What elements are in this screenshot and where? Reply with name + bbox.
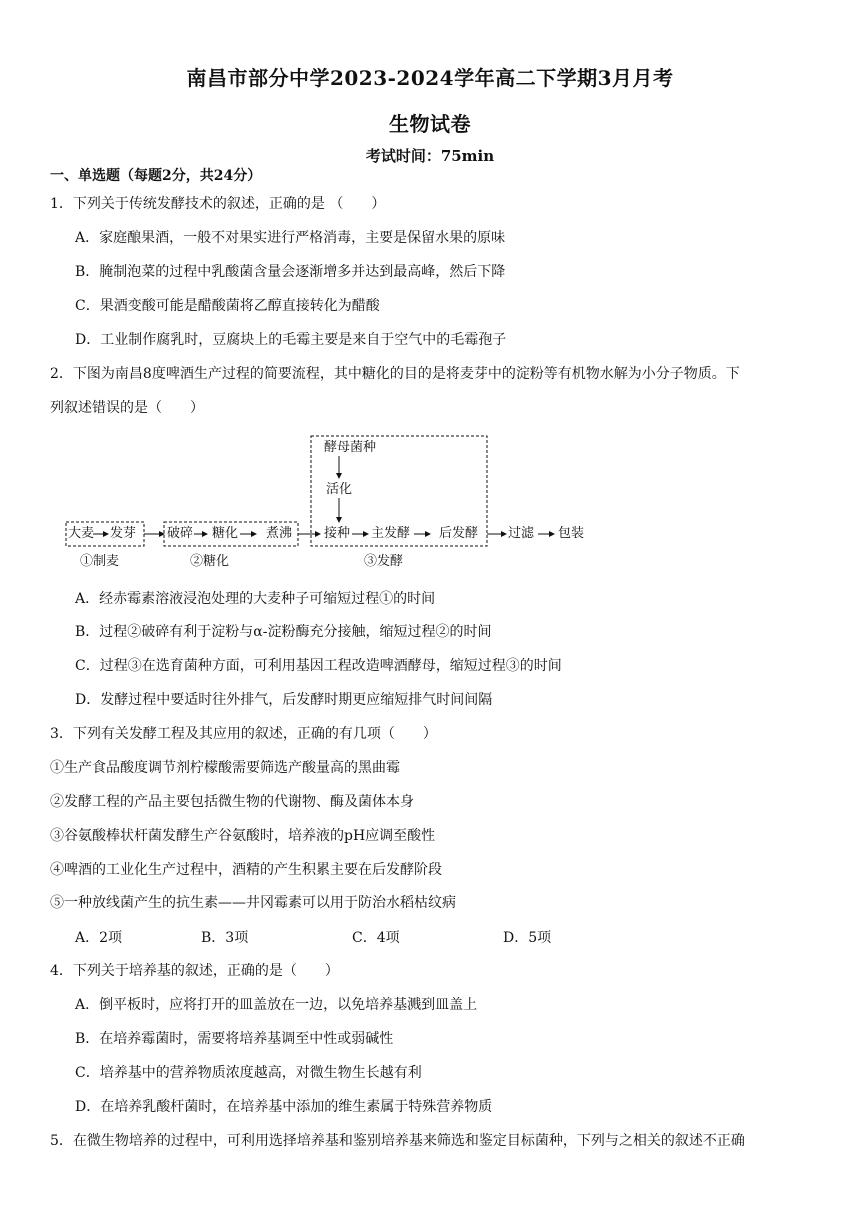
question-4-option-a: A．倒平板时，应将打开的皿盖放在一边，以免培养基溅到皿盖上: [75, 997, 478, 1013]
label-filter: 过滤: [508, 526, 535, 541]
question-1-option-a: A．家庭酿果酒，一般不对果实进行严格消毒，主要是保留水果的原味: [75, 230, 506, 246]
label-germinate: 发芽: [110, 526, 137, 541]
label-package: 包装: [558, 526, 585, 541]
question-3-stem: 3．下列有关发酵工程及其应用的叙述，正确的有几项（ ）: [50, 726, 437, 742]
question-3-item-1: ①生产食品酸度调节剂柠檬酸需要筛选产酸量高的黑曲霉: [50, 760, 400, 776]
label-boil: 煮沸: [266, 526, 293, 541]
beer-process-diagram: [60, 432, 600, 582]
question-3-item-4: ④啤酒的工业化生产过程中，酒精的产生积累主要在后发酵阶段: [50, 862, 442, 878]
label-inoculate: 接种: [324, 526, 351, 541]
label-stage2: ②糖化: [190, 554, 230, 569]
question-2-stem-line2: 列叙述错误的是（ ）: [50, 400, 204, 416]
label-crush: 破碎: [167, 526, 194, 541]
question-3-option-a: A．2项: [75, 930, 123, 946]
question-2-option-b: B．过程②破碎有利于淀粉与α-淀粉酶充分接触，缩短过程②的时间: [75, 624, 492, 640]
label-main-ferment: 主发酵: [371, 526, 411, 541]
question-4-option-b: B．在培养霉菌时，需要将培养基调至中性或弱碱性: [75, 1031, 394, 1047]
question-4-stem: 4．下列关于培养基的叙述，正确的是（ ）: [50, 963, 339, 979]
question-3-item-3: ③谷氨酸棒状杆菌发酵生产谷氨酸时，培养液的pH应调至酸性: [50, 828, 436, 844]
question-2-option-d: D．发酵过程中要适时往外排气，后发酵时期更应缩短排气时间间隔: [75, 692, 493, 708]
question-3-item-2: ②发酵工程的产品主要包括微生物的代谢物、酶及菌体本身: [50, 794, 414, 810]
exam-subject: 生物试卷: [389, 112, 471, 136]
question-3-option-b: B．3项: [201, 930, 249, 946]
question-1-option-c: C．果酒变酸可能是醋酸菌将乙醇直接转化为醋酸: [75, 298, 380, 314]
label-barley: 大麦: [68, 526, 95, 541]
question-1-option-d: D．工业制作腐乳时，豆腐块上的毛霉主要是来自于空气中的毛霉孢子: [75, 332, 507, 348]
label-stage1: ①制麦: [80, 554, 120, 569]
label-activate: 活化: [326, 482, 353, 497]
question-4-option-d: D．在培养乳酸杆菌时，在培养基中添加的维生素属于特殊营养物质: [75, 1099, 493, 1115]
question-3-option-d: D．5项: [503, 930, 552, 946]
label-post-ferment: 后发酵: [439, 526, 479, 541]
exam-time: 考试时间：75min: [365, 147, 495, 165]
label-yeast: 酵母菌种: [324, 440, 377, 455]
question-2-option-c: C．过程③在选育菌种方面，可利用基因工程改造啤酒酵母，缩短过程③的时间: [75, 658, 562, 674]
section-heading: 一、单选题（每题2分，共24分）: [50, 168, 262, 184]
question-2-stem-line1: 2．下图为南昌8度啤酒生产过程的简要流程，其中糖化的目的是将麦芽中的淀粉等有机物水解为小分子物质。下: [50, 366, 740, 382]
question-5-stem: 5．在微生物培养的过程中，可利用选择培养基和鉴别培养基来筛选和鉴定目标菌种，下列与之相关的叙述不正确: [50, 1133, 745, 1149]
question-1-option-b: B．腌制泡菜的过程中乳酸菌含量会逐渐增多并达到最高峰，然后下降: [75, 264, 506, 280]
label-saccharify: 糖化: [212, 526, 239, 541]
question-1-stem: 1．下列关于传统发酵技术的叙述，正确的是 （ ）: [50, 196, 386, 212]
question-3-item-5: ⑤一种放线菌产生的抗生素——井冈霉素可以用于防治水稻枯纹病: [50, 895, 456, 911]
question-3-option-c: C．4项: [352, 930, 400, 946]
label-stage3: ③发酵: [364, 554, 404, 569]
question-2-option-a: A．经赤霉素溶液浸泡处理的大麦种子可缩短过程①的时间: [75, 591, 436, 607]
exam-title: 南昌市部分中学2023-2024学年高二下学期3月月考: [186, 66, 674, 90]
question-4-option-c: C．培养基中的营养物质浓度越高，对微生物生长越有利: [75, 1065, 422, 1081]
